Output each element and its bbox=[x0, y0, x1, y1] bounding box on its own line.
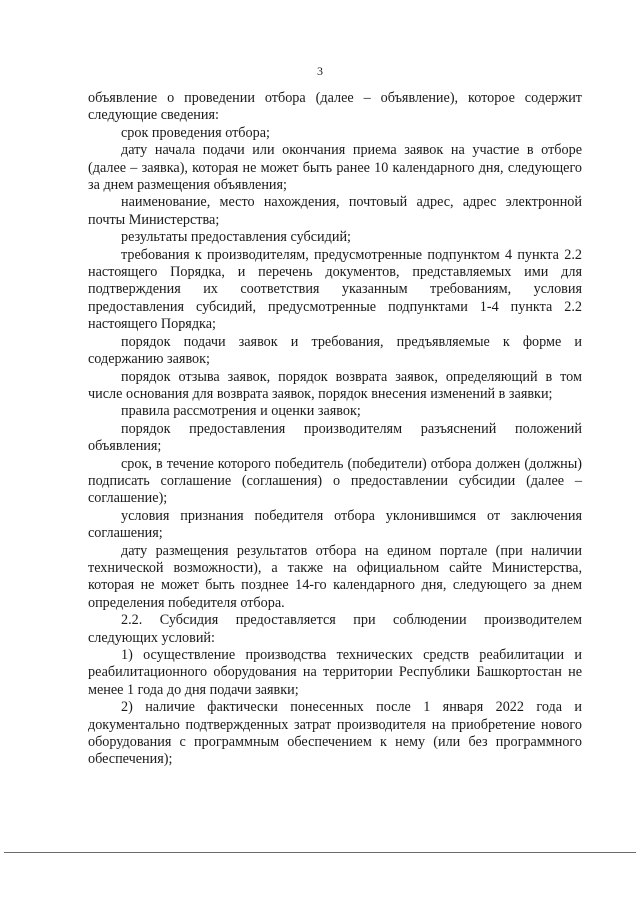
bottom-rule bbox=[4, 852, 636, 853]
condition-item: 1) осуществление производства технических средств реабилитации и реабилитационного оборудования на территории Республики Башкортостан не менее 1 года до дня подачи заявки; bbox=[88, 647, 582, 698]
paragraph-item: срок проведения отбора; bbox=[121, 124, 270, 141]
paragraph-intro: объявление о проведении отбора (далее – объявление), которое содержит следующие сведения: bbox=[88, 90, 582, 124]
condition-item: 2) наличие фактически понесенных после 1 января 2022 года и документально подтвержденных затрат производителя на приобретение нового оборудования с программным обеспечением к нему (или без программного обеспечения); bbox=[88, 699, 582, 768]
section-heading-paragraph: 2.2. Субсидия предоставляется при соблюдении производителем следующих условий: bbox=[88, 612, 582, 646]
paragraph-item: порядок отзыва заявок, порядок возврата заявок, определяющий в том числе основания для возврата заявок, порядок внесения изменений в заявки; bbox=[88, 368, 582, 402]
paragraph-item: порядок подачи заявок и требования, предъявляемые к форме и содержанию заявок; bbox=[88, 333, 582, 368]
paragraph-item: требования к производителям, предусмотренные подпунктом 4 пункта 2.2 настоящего Порядка, и перечень документов, представляемых ими для подтверждения их соответствия указанным требованиям, условия предоставления субсидий, предусмотренные подпунктами 1-4 пункта 2.2 настоящего Порядка; bbox=[88, 246, 582, 333]
paragraph-item: дату начала подачи или окончания приема заявок на участие в отборе (далее – заявка), которая не может быть ранее 10 календарного дня, следующего за днем размещения объявления; bbox=[88, 142, 582, 194]
paragraph-item: срок, в течение которого победитель (победители) отбора должен (должны) подписать соглашение (соглашения) о предоставлении субсидии (далее – соглашение); bbox=[88, 455, 582, 507]
paragraph-item: наименование, место нахождения, почтовый адрес, адрес электронной почты Министерства; bbox=[88, 194, 582, 228]
document-body bbox=[88, 90, 582, 769]
paragraph-item: условия признания победителя отбора уклонившимся от заключения соглашения; bbox=[88, 507, 582, 542]
page-number: 3 bbox=[317, 64, 323, 78]
paragraph-item: дату размещения результатов отбора на едином портале (при наличии технической возможности), а также на официальном сайте Министерства, которая не может быть позднее 14-го календарного дня, следующего за днем определения победителя отбора. bbox=[88, 542, 582, 611]
paragraph-item: порядок предоставления производителям разъяснений положений объявления; bbox=[88, 420, 582, 455]
paragraph-item: результаты предоставления субсидий; bbox=[121, 229, 351, 246]
paragraph-item: правила рассмотрения и оценки заявок; bbox=[121, 403, 361, 420]
